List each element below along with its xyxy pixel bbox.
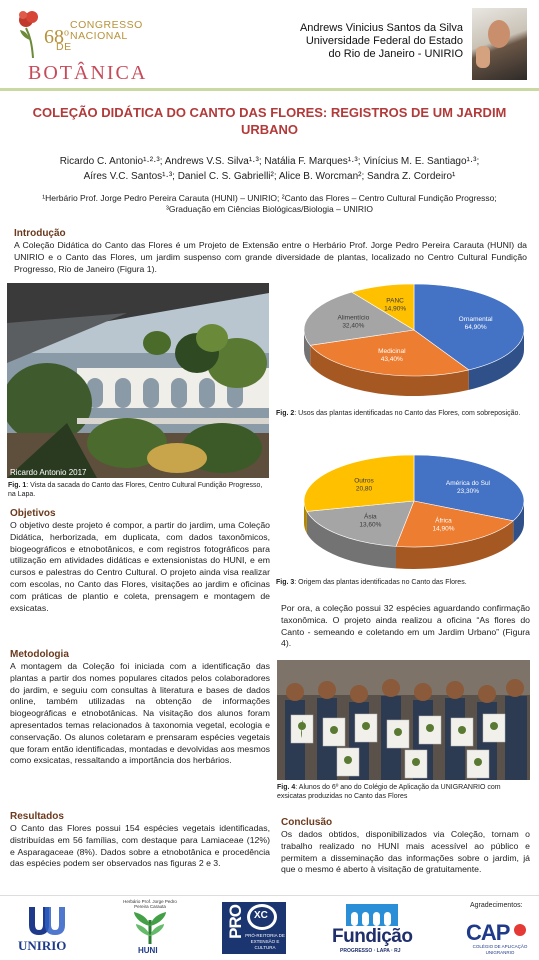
objetivos-heading: Objetivos (10, 508, 56, 519)
logo-word: BOTÂNICA (28, 62, 148, 84)
pie1-value-0: 64,90% (464, 324, 487, 332)
presenter-hand (476, 46, 490, 68)
pie2-label-1: África (435, 517, 452, 525)
fundicao-progresso-label: PROGRESSO · LAPA · RJ (340, 948, 401, 954)
title-line-1: COLEÇÃO DIDÁTICA DO CANTO DAS FLORES: REGISTROS DE UM JARDIM (32, 105, 507, 120)
presenter-info (233, 22, 463, 61)
huni-leaf-logo-icon (130, 910, 170, 946)
pie1-label-0: Ornamental (458, 316, 493, 324)
author-list (20, 154, 519, 184)
logo-line-3: DE (56, 41, 72, 53)
cap-dot-icon (514, 924, 526, 936)
fig2-pie-chart (296, 278, 532, 404)
logo-line-2: NACIONAL (70, 30, 128, 42)
pie1-label-3: PANC (386, 297, 404, 305)
resultados-text: O Canto das Flores possui 154 espécies vegetais identificadas, distribuídas em 56 famílias, com destaque para Lamiaceae (12%) e Asparagaceae (8%). Dados sobre a etnobotânica e procedência das espécies podem ser observados nas figuras 2 e 3. (10, 823, 270, 869)
authors-line-2: Aíres V.C. Santos¹·³; Daniel C. S. Gabrielli²; Alice B. Worcman²; Sandra Z. Cordeiro¹ (83, 171, 456, 182)
fig3-pie-chart (296, 446, 532, 576)
garden-balcony-photo (7, 283, 269, 478)
garden-balcony-illustration (7, 283, 269, 478)
photo-credit: Ricardo Antonio 2017 (10, 468, 87, 477)
pie2-label-3: Outros (354, 477, 374, 485)
pie1-value-2: 32,40% (342, 322, 365, 330)
pie2-label-0: América do Sul (445, 479, 491, 487)
presenter-institution-2: do Rio de Janeiro - UNIRIO (328, 48, 463, 60)
title-line-2: URBANO (240, 122, 299, 137)
proexc-caption (244, 933, 286, 951)
conclusao-text: Os dados obtidos, disponibilizados via Coleção, tornam o trabalho realizado no HUNI mais acessível ao público e permitem a disseminação das informações sobre o jardim, já que o mesmo é aberto à visitação de gratuitamente. (281, 829, 530, 875)
proexc-sub-text: XC (254, 910, 268, 921)
header-divider (0, 88, 539, 91)
pie2-value-3: 20,80 (355, 485, 373, 493)
pie1-value-3: 14,90% (384, 305, 407, 313)
fundicao-arches-logo-icon (346, 904, 398, 926)
pie1-label-1: Medicinal (378, 348, 406, 356)
presenter-institution-1: Universidade Federal do Estado (305, 35, 463, 47)
acknowledgements-label: Agradecimentos: (470, 902, 523, 909)
poster-title (20, 104, 519, 138)
cap-caption (470, 944, 530, 955)
huni-top-text: Herbário Prof. Jorge Pedro Pereira Carauta (123, 899, 177, 909)
affiliation-line-2: ³Graduação em Ciências Biológicas/Biologia – UNIRIO (166, 204, 373, 214)
students-illustration (277, 660, 530, 780)
unirio-label: UNIRIO (18, 938, 67, 953)
fig3-caption: Fig. 3: Origem das plantas identificadas no Canto das Flores. (276, 579, 467, 586)
metodologia-heading: Metodologia (10, 649, 69, 660)
cap-caption-line-1: COLÉGIO DE APLICAÇÃO (472, 944, 528, 949)
fig2-caption: Fig. 2: Usos das plantas identificadas no Canto das Flores, com sobreposição. (276, 410, 521, 417)
affiliations (14, 193, 525, 215)
resultados-heading: Resultados (10, 811, 64, 822)
unirio-logo-icon (25, 905, 69, 937)
fig1-caption: Fig. 1: Vista da sacada do Canto das Flores, Centro Cultural Fundição Progresso, na Lapa. (8, 482, 263, 498)
pie2-value-2: 13,60% (359, 521, 382, 529)
authors-line-1: Ricardo C. Antonio¹·²·³; Andrews V.S. Silva¹·³; Natália F. Marques¹·³; Vinícius M. E. Santiago¹·³; (59, 156, 480, 167)
cap-caption-line-2: UNIGRANRIO (485, 949, 515, 955)
huni-label: HUNI (138, 946, 158, 955)
presenter-face (488, 20, 510, 48)
fig4-caption: Fig. 4: Alunos do 6º ano do Colégio de Aplicação da UNIGRANRIO com exsicatas produzidas no Canto das Flores (277, 784, 501, 800)
footer-divider (0, 895, 539, 896)
intro-text: A Coleção Didática do Canto das Flores é um Projeto de Extensão entre o Herbário Prof. Jorge Pedro Pereira Carauta (HUNI) da UNIRIO e o Canto das Flores, um jardim suspenso com grande diversidade de plantas, localizado no Centro Cultural Fundição Progresso, Rio de Janeiro (Figura 1). (14, 240, 527, 274)
logo-line-1: CONGRESSO (70, 19, 143, 31)
pie2-value-0: 23,30% (456, 487, 479, 495)
conclusao-heading: Conclusão (281, 817, 333, 828)
logo-number: 68$^o$ (44, 26, 69, 48)
pie2-value-1: 14,90% (432, 525, 455, 533)
proexc-main-text: PRO (226, 905, 245, 939)
pie1-label-2: Alimentício (337, 314, 370, 322)
proexc-caption-line-1: PRÓ-REITORIA DE (245, 933, 285, 938)
objetivos-text: O objetivo deste projeto é compor, a partir do jardim, uma Coleção Didática, herborizada, em duplicata, com dados taxonômicos, biogeográficos e etnobotânicos, e com registros fotográficos para utilização em atividades didáticas e extensionistas do HUNI, e em cursos e palestras do Centro Cultural. O projeto ainda visa realizar com escolas, no Canto das Flores, visitações ao jardim e oficinas com práticas de plantio e coleta, prensagem e montagem de exsicatas. (10, 520, 270, 613)
affiliation-line-1: ¹Herbário Prof. Jorge Pedro Pereira Carauta (HUNI) – UNIRIO; ²Canto das Flores – Centro Cultural Fundição Progresso; (42, 193, 497, 203)
presenter-name: Andrews Vinicius Santos da Silva (299, 22, 463, 34)
collection-status-text: Por ora, a coleção possui 32 espécies aguardando confirmação taxonômica. O projeto ainda realizou a oficina “As flores do Canto - semeando e coletando em um Jardim Urbano” (Figura 4). (281, 603, 530, 649)
cap-logo-text: CAP (466, 920, 510, 945)
fundicao-label: Fundição (332, 926, 413, 947)
metodologia-text: A montagem da Coleção foi iniciada com a identificação das plantas a partir dos nomes populares citados pelos colaboradores do jardim, e seguiu com consultas à literatura e bases de dados online, também utilizadas na obtenção de informações biogeográficas e etnobotânicas. Na visitação dos alunos foram apresentados temas relacionados à taxonomia vegetal, ecologia e conservação. Os alunos coletaram e prensaram espécies vegetais que foram então identificadas, montadas e devolvidas aos mesmos como exsicatas, ressaltando a importância dos herbários. (10, 661, 270, 766)
students-with-exsiccates-photo (277, 660, 530, 780)
pie2-label-2: Ásia (364, 513, 377, 521)
intro-heading: Introdução (14, 228, 66, 239)
proexc-caption-line-2: EXTENSÃO E CULTURA (250, 939, 280, 950)
pie1-value-1: 43,40% (380, 356, 403, 364)
